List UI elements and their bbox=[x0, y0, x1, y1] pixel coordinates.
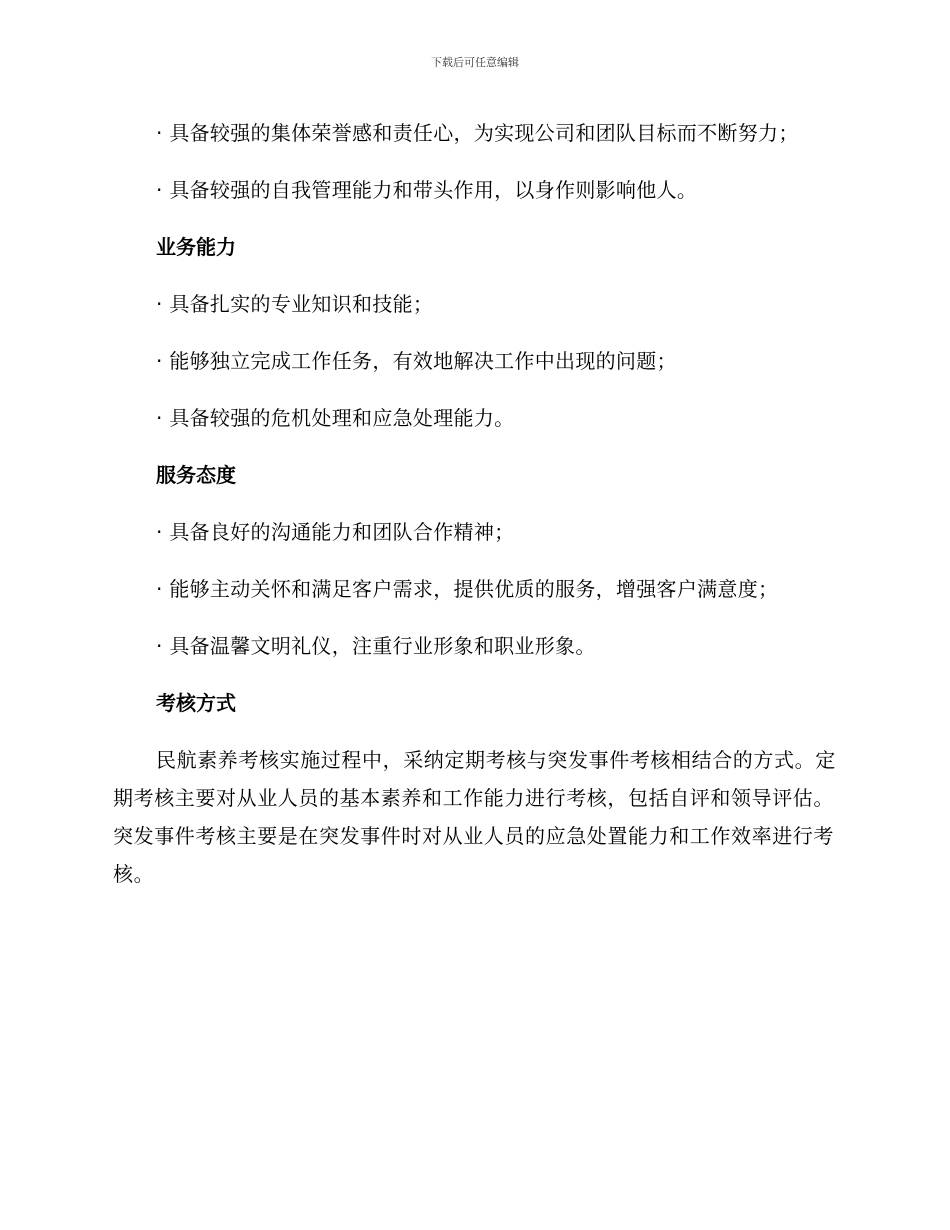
section-heading-business: 业务能力 bbox=[156, 235, 236, 259]
bullet-item: · 具备温馨文明礼仪，注重行业形象和职业形象。 bbox=[156, 634, 596, 658]
bullet-item: · 具备良好的沟通能力和团队合作精神； bbox=[156, 520, 515, 544]
bullet-item: · 具备较强的集体荣誉感和责任心，为实现公司和团队目标而不断努力； bbox=[156, 121, 799, 145]
bullet-item: · 具备较强的危机处理和应急处理能力。 bbox=[156, 406, 515, 430]
page-header: 下载后可任意编辑 bbox=[431, 56, 519, 69]
section-heading-service: 服务态度 bbox=[156, 463, 236, 487]
document-body bbox=[113, 114, 837, 893]
bullet-item: · 具备扎实的专业知识和技能； bbox=[156, 292, 434, 316]
section-heading-assessment: 考核方式 bbox=[156, 691, 236, 715]
bullet-item: · 具备较强的自我管理能力和带头作用，以身作则影响他人。 bbox=[156, 178, 698, 202]
bullet-item: · 能够独立完成工作任务，有效地解决工作中出现的问题； bbox=[156, 349, 677, 373]
assessment-paragraph: 民航素养考核实施过程中，采纳定期考核与突发事件考核相结合的方式。定期考核主要对从业人员的基本素养和工作能力进行考核，包括自评和领导评估。突发事件考核主要是在突发事件时对从业人员的应急处置能力和工作效率进行考核。 bbox=[113, 748, 836, 886]
bullet-item: · 能够主动关怀和满足客户需求，提供优质的服务，增强客户满意度； bbox=[156, 577, 779, 601]
